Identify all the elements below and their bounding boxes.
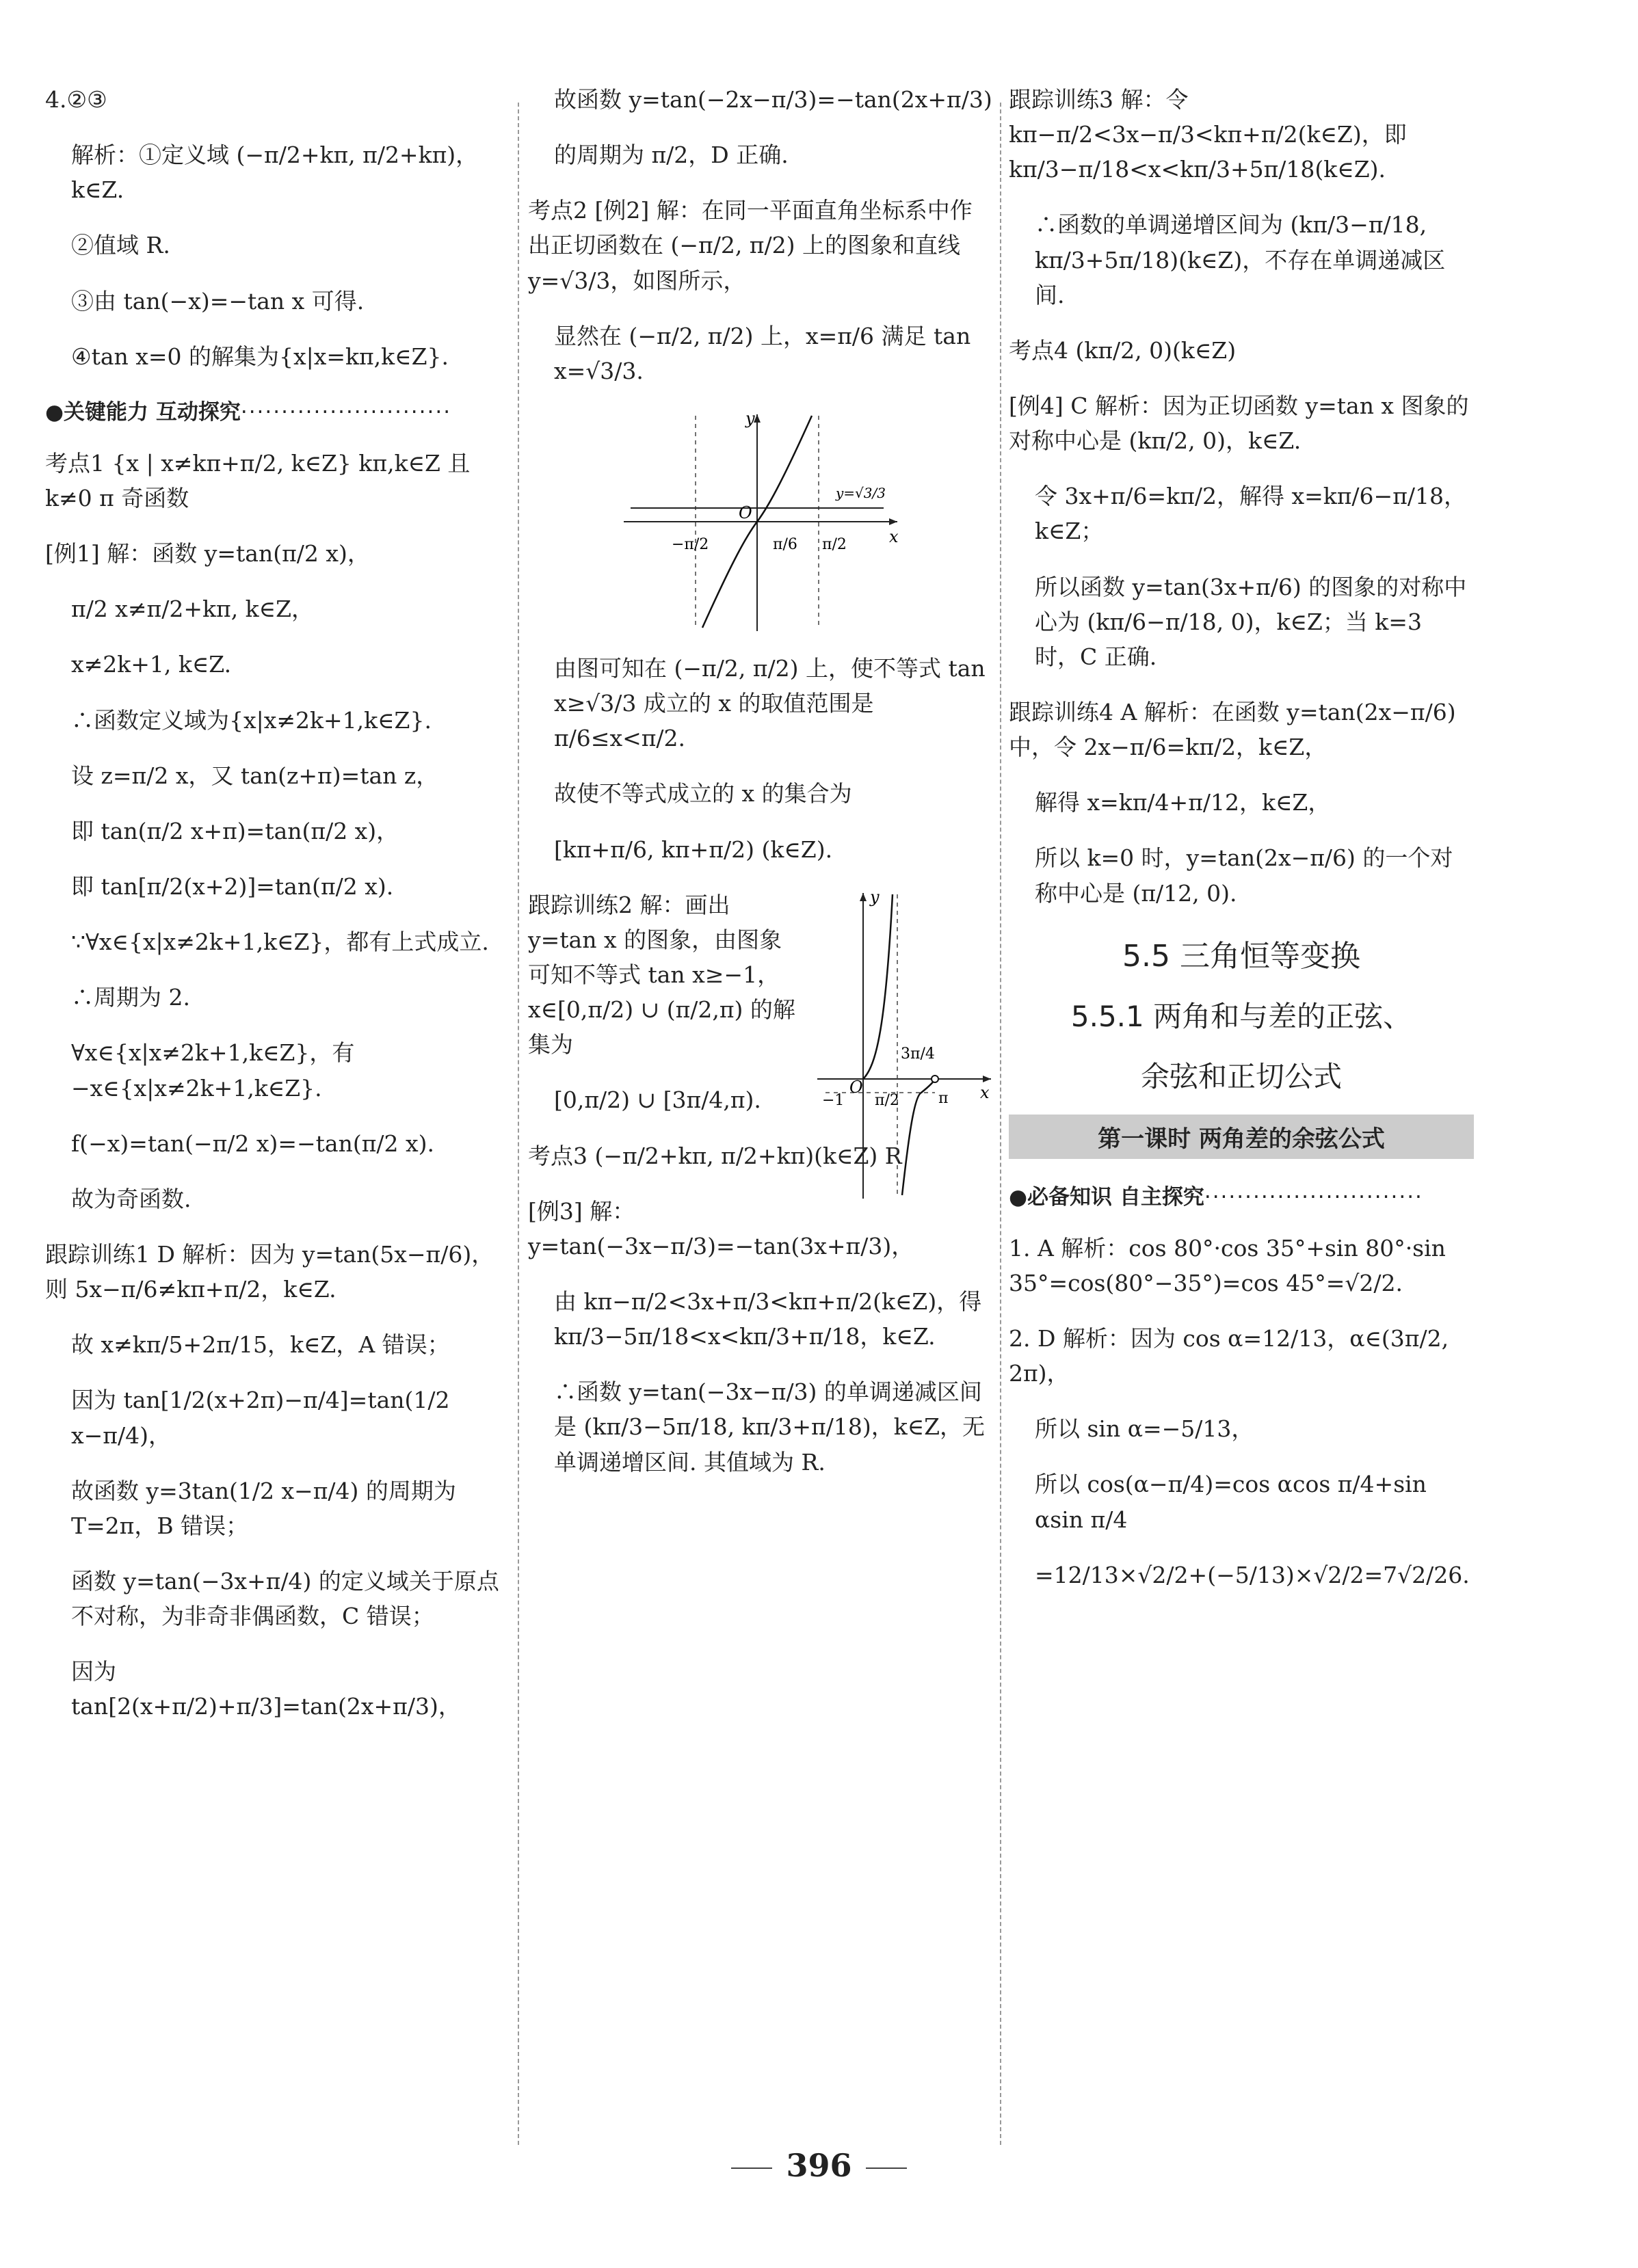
tick-label: π/2 — [822, 535, 847, 553]
answer-line: 考点1 {x | x≠kπ+π/2, k∈Z} kπ,k∈Z 且 k≠0 π 奇函数 — [45, 449, 471, 511]
y-axis-label: y — [745, 408, 755, 428]
answer-line: f(−x)=tan(−π/2 x)=−tan(π/2 x). — [71, 1130, 434, 1157]
answer-line: ∀x∈{x|x≠2k+1,k∈Z}，有−x∈{x|x≠2k+1,k∈Z}. — [71, 1039, 355, 1102]
answer-line: 故使不等式成立的 x 的集合为 — [554, 780, 852, 808]
answer-line: 由 kπ−π/2<3x+π/3<kπ+π/2(k∈Z)，得 kπ/3−5π/18<x<kπ/3+π/18，k∈Z. — [554, 1288, 982, 1350]
answer-line: 因为 tan[1/2(x+2π)−π/4]=tan(1/2 x−π/4)， — [71, 1387, 450, 1449]
answer-line: [0,π/2) ∪ [3π/4,π). — [554, 1086, 761, 1114]
answer-line: 解得 x=kπ/4+π/12，k∈Z， — [1035, 789, 1331, 816]
answer-line: 设 z=π/2 x，又 tan(z+π)=tan z， — [71, 762, 439, 789]
answer-line: x≠2k+1, k∈Z. — [71, 651, 232, 678]
answer-line: [kπ+π/6, kπ+π/2) (k∈Z). — [554, 836, 833, 863]
answer-line: ∴函数定义域为{x|x≠2k+1,k∈Z}. — [71, 706, 432, 734]
page-number: 396 — [0, 2147, 1638, 2184]
answer-line: [例1] 解：函数 y=tan(π/2 x)， — [45, 540, 370, 568]
answer-line: ②值域 R. — [71, 232, 170, 259]
answer-line: 故函数 y=3tan(1/2 x−π/4) 的周期为 T=2π，B 错误； — [71, 1477, 456, 1539]
answer-line: 跟踪训练2 解：画出 y=tan x 的图象，由图象可知不等式 tan x≥−1，x∈[0,π/2) ∪ (π/2,π) 的解集为 — [528, 891, 795, 1058]
answer-line: 所以函数 y=tan(3x+π/6) 的图象的对称中心为 (kπ/6−π/18, 0)，k∈Z；当 k=3 时，C 正确. — [1035, 573, 1467, 670]
subsection-title: 余弦和正切公式 — [1140, 1059, 1342, 1093]
tick-label: −1 — [822, 1091, 845, 1109]
answer-line: 的周期为 π/2，D 正确. — [554, 142, 789, 169]
answer-line: 所以 k=0 时，y=tan(2x−π/6) 的一个对称中心是 (π/12, 0). — [1035, 844, 1453, 907]
answer-line: 考点2 [例2] 解：在同一平面直角坐标系中作出正切函数在 (−π/2, π/2) 上的图象和直线 y=√3/3，如图所示， — [528, 197, 973, 294]
answer-line: π/2 x≠π/2+kπ, k∈Z， — [71, 596, 315, 623]
x-axis-label: x — [889, 526, 899, 546]
column-left — [45, 82, 510, 1745]
section-title: 5.5 三角恒等变换 — [1122, 938, 1360, 974]
lesson-band: 第一课时 两角差的余弦公式 — [1009, 1115, 1474, 1159]
tick-label: π — [938, 1089, 949, 1107]
answer-line: 考点3 (−π/2+kπ, π/2+kπ)(k∈Z) R — [528, 1142, 902, 1169]
answer-line: 1. A 解析：cos 80°·cos 35°+sin 80°·sin 35°=cos(80°−35°)=cos 45°=√2/2. — [1009, 1234, 1446, 1296]
answer-line: 跟踪训练3 解：令 kπ−π/2<3x−π/3<kπ+π/2(k∈Z)，即 kπ/3−π/18<x<kπ/3+5π/18(k∈Z). — [1009, 86, 1407, 183]
answer-line: 因为 tan[2(x+π/2)+π/3]=tan(2x+π/3)， — [71, 1658, 461, 1720]
section-heading: ●必备知识 自主探究··························· — [1009, 1184, 1423, 1210]
column-middle — [528, 82, 993, 1500]
answer-line: 故 x≠kπ/5+2π/15，k∈Z，A 错误； — [71, 1331, 450, 1359]
answer-line: 4.②③ — [45, 86, 107, 113]
answer-line: 由图可知在 (−π/2, π/2) 上，使不等式 tan x≥√3/3 成立的 x 的取值范围是 π/6≤x<π/2. — [554, 654, 986, 752]
tick-label: π/2 — [875, 1091, 899, 1109]
tangent-graph-2 — [812, 888, 996, 1202]
answer-line: 考点4 (kπ/2, 0)(k∈Z) — [1009, 336, 1237, 364]
answer-line: 即 tan(π/2 x+π)=tan(π/2 x)， — [71, 817, 399, 844]
answer-line: =12/13×√2/2+(−5/13)×√2/2=7√2/26. — [1035, 1561, 1470, 1588]
tick-label: −π/2 — [672, 535, 709, 553]
answer-line: 2. D 解析：因为 cos α=12/13，α∈(3π/2, 2π)， — [1009, 1324, 1449, 1387]
answer-line: 所以 sin α=−5/13， — [1035, 1415, 1254, 1443]
answer-line: [例3] 解：y=tan(−3x−π/3)=−tan(3x+π/3)， — [528, 1197, 914, 1259]
origin-label: O — [849, 1077, 863, 1097]
answer-line: ∴周期为 2. — [71, 984, 190, 1011]
answer-line: 跟踪训练4 A 解析：在函数 y=tan(2x−π/6) 中，令 2x−π/6=kπ/2，k∈Z， — [1009, 698, 1456, 761]
answer-line: 即 tan[π/2(x+2)]=tan(π/2 x). — [71, 872, 394, 900]
column-right — [1009, 82, 1474, 1613]
origin-label: O — [739, 503, 752, 522]
answer-line: ∵∀x∈{x|x≠2k+1,k∈Z}，都有上式成立. — [71, 929, 489, 956]
exercise-2-block — [528, 888, 993, 1118]
answer-line: 故为奇函数. — [71, 1185, 191, 1212]
answer-line: ∴函数的单调递增区间为 (kπ/3−π/18, kπ/3+5π/18)(k∈Z)，不存在单调递减区间. — [1035, 211, 1446, 308]
answer-line: 跟踪训练1 D 解析：因为 y=tan(5x−π/6)，则 5x−π/6≠kπ+π/2，k∈Z. — [45, 1240, 494, 1303]
x-axis-label: x — [980, 1082, 990, 1102]
column-divider — [518, 103, 519, 2145]
column-divider — [1000, 103, 1001, 2145]
answer-line: ④tan x=0 的解集为{x|x=kπ,k∈Z}. — [71, 343, 449, 370]
subsection-title: 5.5.1 两角和与差的正弦、 — [1070, 999, 1412, 1033]
tangent-graph-1 — [617, 409, 904, 635]
y-axis-label: y — [870, 887, 880, 907]
tick-label: π/6 — [773, 535, 797, 553]
answer-line: 令 3x+π/6=kπ/2，解得 x=kπ/6−π/18，k∈Z； — [1035, 483, 1466, 545]
section-heading: ●关键能力 互动探究·························· — [45, 399, 452, 425]
tick-label: 3π/4 — [901, 1045, 935, 1063]
line-label: y=√3/3 — [836, 484, 886, 501]
answer-line: 函数 y=tan(−3x+π/4) 的定义域关于原点不对称，为非奇非偶函数，C 错误； — [71, 1567, 499, 1630]
answer-line: 显然在 (−π/2, π/2) 上，x=π/6 满足 tan x=√3/3. — [554, 322, 971, 384]
answer-line: [例4] C 解析：因为正切函数 y=tan x 图象的对称中心是 (kπ/2, 0)，k∈Z. — [1009, 392, 1469, 455]
answer-line: 解析：①定义域 (−π/2+kπ, π/2+kπ)，k∈Z. — [71, 142, 479, 204]
answer-line: 故函数 y=tan(−2x−π/3)=−tan(2x+π/3) — [554, 86, 992, 113]
answer-line: 所以 cos(α−π/4)=cos αcos π/4+sin αsin π/4 — [1035, 1471, 1427, 1533]
answer-line: ∴函数 y=tan(−3x−π/3) 的单调递减区间是 (kπ/3−5π/18, kπ/3+π/18)，k∈Z，无单调递增区间. 其值域为 R. — [554, 1378, 986, 1476]
answer-line: ③由 tan(−x)=−tan x 可得. — [71, 287, 365, 315]
